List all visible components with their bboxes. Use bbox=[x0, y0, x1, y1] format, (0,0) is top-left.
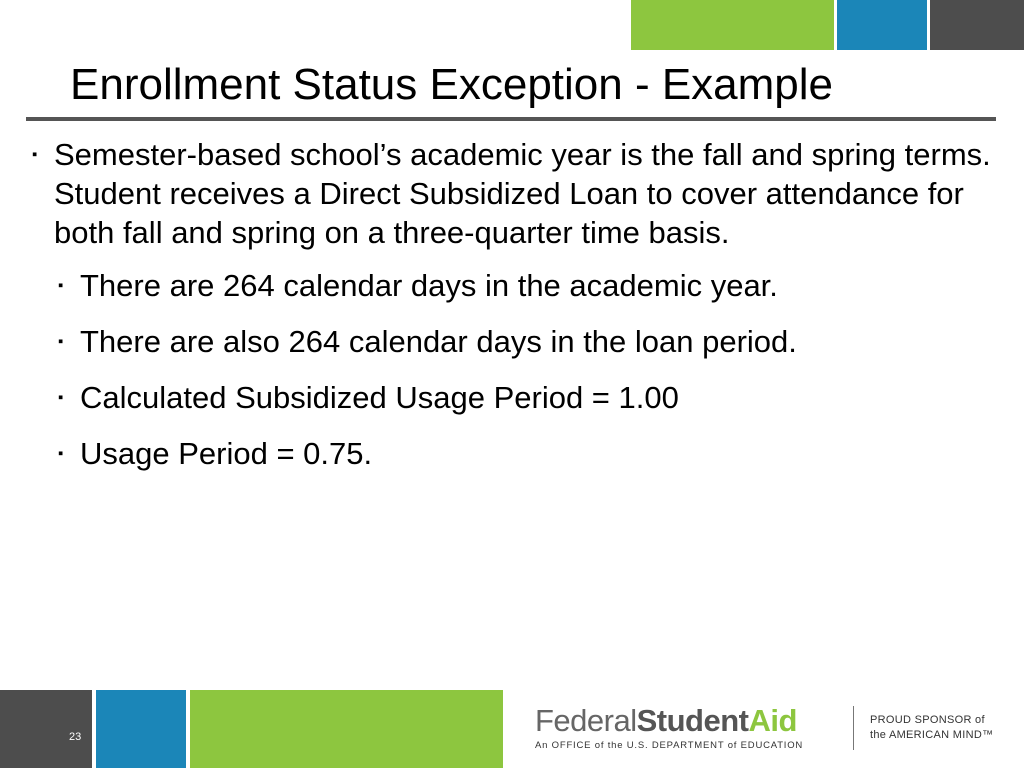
bullet-marker: ▪ bbox=[58, 333, 64, 350]
sponsor-line-2: the AMERICAN MIND™ bbox=[870, 729, 994, 741]
bullet-text: There are 264 calendar days in the academic year. bbox=[80, 268, 778, 303]
sponsor-text bbox=[870, 713, 993, 743]
sub-bullet-item bbox=[32, 322, 1007, 361]
logo-word-student: Student bbox=[636, 703, 749, 738]
bullet-text: There are also 264 calendar days in the loan period. bbox=[80, 324, 797, 359]
bullet-text: Usage Period = 0.75. bbox=[80, 436, 373, 471]
logo-divider bbox=[853, 706, 854, 750]
bullet-list bbox=[32, 135, 1007, 473]
bullet-marker: ▪ bbox=[58, 277, 64, 294]
slide-title: Enrollment Status Exception - Example bbox=[70, 60, 834, 109]
bullet-marker: ▪ bbox=[58, 445, 64, 462]
sub-bullet-item bbox=[32, 266, 1007, 305]
logo-word-federal: Federal bbox=[535, 703, 637, 738]
footer-gray-block bbox=[0, 690, 92, 768]
bullet-text: Calculated Subsidized Usage Period = 1.00 bbox=[80, 380, 679, 415]
top-gray-bar bbox=[930, 0, 1024, 50]
bullet-text: Semester-based school’s academic year is the fall and spring terms. Student receives a Direct Subsidized Loan to cover attendance for both fall and spring on a three-quarter time basis. bbox=[54, 137, 991, 250]
bullet-item bbox=[32, 135, 1007, 252]
top-green-bar bbox=[631, 0, 834, 50]
top-blue-bar bbox=[837, 0, 927, 50]
sub-bullet-item bbox=[32, 434, 1007, 473]
bullet-marker: ▪ bbox=[58, 389, 64, 406]
page-number: 23 bbox=[69, 731, 82, 743]
logo-tagline: An OFFICE of the U.S. DEPARTMENT of EDUCATION bbox=[535, 740, 804, 751]
bullet-marker: ▪ bbox=[32, 146, 38, 163]
logo-wordmark bbox=[535, 704, 803, 738]
footer-blue-block bbox=[96, 690, 186, 768]
footer-green-block bbox=[190, 690, 503, 768]
logo-word-aid: Aid bbox=[748, 703, 797, 738]
federal-student-aid-logo bbox=[535, 704, 803, 751]
sponsor-line-1: PROUD SPONSOR of bbox=[870, 714, 985, 726]
sub-bullet-item bbox=[32, 378, 1007, 417]
title-divider bbox=[26, 117, 996, 121]
